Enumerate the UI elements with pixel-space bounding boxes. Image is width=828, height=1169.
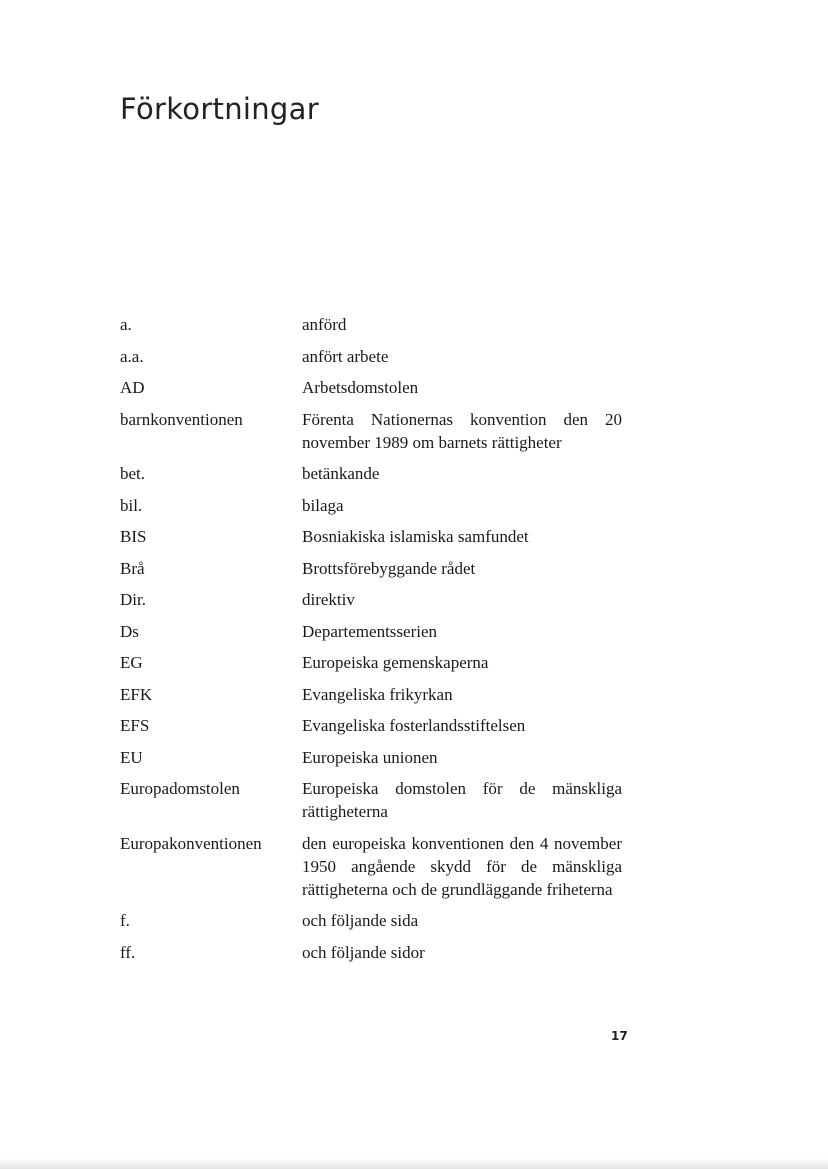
abbreviation-definition: bilaga [302, 495, 344, 515]
page-title: Förkortningar [120, 92, 319, 126]
abbreviation-row [120, 746, 640, 769]
abbreviation-row [120, 714, 640, 737]
abbreviation-definition: och följande sida [302, 911, 419, 930]
abbreviation-term: EU [120, 747, 143, 767]
abbreviation-term: Ds [120, 621, 139, 641]
abbreviation-definition: betänkande [302, 464, 380, 483]
abbreviation-definition: Evangeliska frikyrkan [302, 684, 453, 704]
abbreviation-term: EFK [120, 684, 153, 704]
abbreviation-definition: Arbetsdomstolen [302, 378, 419, 397]
abbreviation-term: a. [120, 315, 132, 334]
abbreviation-term: BIS [120, 527, 147, 546]
scan-edge-shadow [0, 1158, 828, 1169]
abbreviation-definition: anfört arbete [302, 346, 389, 366]
abbreviation-row [120, 345, 640, 368]
abbreviation-term: Brå [120, 558, 145, 578]
abbreviation-definition: Bosniakiska islamiska samfundet [302, 527, 529, 546]
abbreviation-row [120, 494, 640, 517]
abbreviation-row [120, 313, 640, 336]
abbreviation-definition: och följande sidor [302, 942, 425, 962]
abbreviation-row [120, 909, 640, 932]
abbreviation-term: barnkonventionen [120, 409, 243, 429]
abbreviation-term: EG [120, 653, 143, 672]
abbreviation-definition: Evangeliska fosterlandsstiftelsen [302, 716, 526, 735]
abbreviation-row [120, 557, 640, 580]
abbreviation-row [120, 376, 640, 399]
abbreviation-row [120, 620, 640, 643]
abbreviation-list [120, 313, 640, 972]
abbreviation-definition: Departementsserien [302, 621, 437, 641]
abbreviation-row [120, 777, 640, 823]
abbreviation-term: bet. [120, 464, 146, 483]
abbreviation-row [120, 408, 640, 454]
abbreviation-term: AD [120, 378, 145, 397]
abbreviation-definition: direktiv [302, 590, 355, 609]
abbreviation-row [120, 525, 640, 548]
abbreviation-term: f. [120, 911, 130, 930]
abbreviation-definition: anförd [302, 315, 347, 334]
page-number: 17 [611, 1029, 628, 1043]
abbreviation-term: ff. [120, 942, 136, 962]
abbreviation-definition: den europeiska konventionen den 4 november 1950 angående skydd för de mänskliga rättigheterna och de grundläggande friheterna [302, 833, 622, 899]
abbreviation-term: Europakonventionen [120, 833, 262, 853]
abbreviation-row [120, 462, 640, 485]
abbreviation-row [120, 683, 640, 706]
abbreviation-term: a.a. [120, 346, 144, 366]
abbreviation-term: Europadomstolen [120, 779, 240, 798]
abbreviation-definition: Europeiska unionen [302, 747, 438, 767]
abbreviation-term: Dir. [120, 590, 146, 609]
abbreviation-definition: Förenta Nationernas konvention den 20 november 1989 om barnets rättigheter [302, 409, 622, 452]
abbreviation-definition: Europeiska domstolen för de mänskliga rättigheterna [302, 779, 622, 821]
abbreviation-definition: Europeiska gemenskaperna [302, 653, 489, 672]
abbreviation-term: bil. [120, 495, 143, 515]
abbreviation-row [120, 832, 640, 901]
abbreviation-row [120, 941, 640, 964]
abbreviation-row [120, 651, 640, 674]
abbreviation-definition: Brottsförebyggande rådet [302, 558, 476, 578]
abbreviation-term: EFS [120, 716, 150, 735]
abbreviation-row [120, 588, 640, 611]
